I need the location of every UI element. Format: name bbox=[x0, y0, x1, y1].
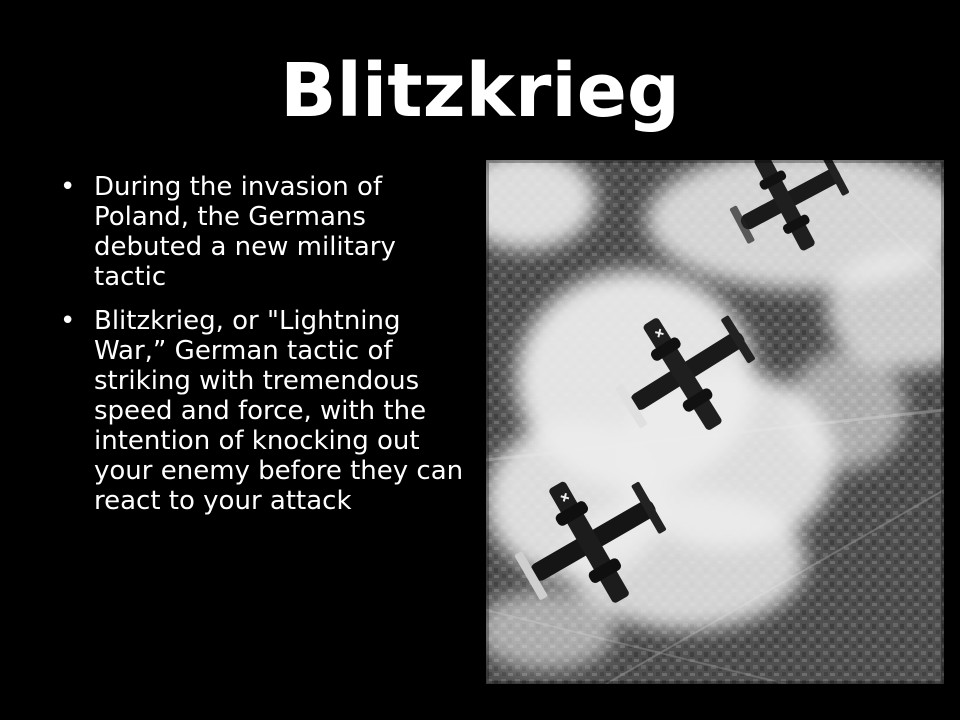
bullet-dot-icon: • bbox=[60, 172, 76, 202]
bullet-dot-icon: • bbox=[60, 306, 76, 336]
aerial-photo bbox=[486, 160, 944, 684]
bullet-item bbox=[58, 172, 470, 292]
bullet-list bbox=[58, 172, 470, 530]
slide-title: Blitzkrieg bbox=[280, 48, 680, 134]
bullet-item bbox=[58, 306, 470, 516]
bullet-text: Blitzkrieg, or "Lightning War,” German tactic of striking with tremendous speed and force, with the intention of knocking out your enemy before they can react to your attack bbox=[94, 306, 464, 516]
bullet-text: During the invasion of Poland, the Germans debuted a new military tactic bbox=[94, 172, 396, 292]
photo-aerial-bombers-icon bbox=[486, 160, 944, 684]
